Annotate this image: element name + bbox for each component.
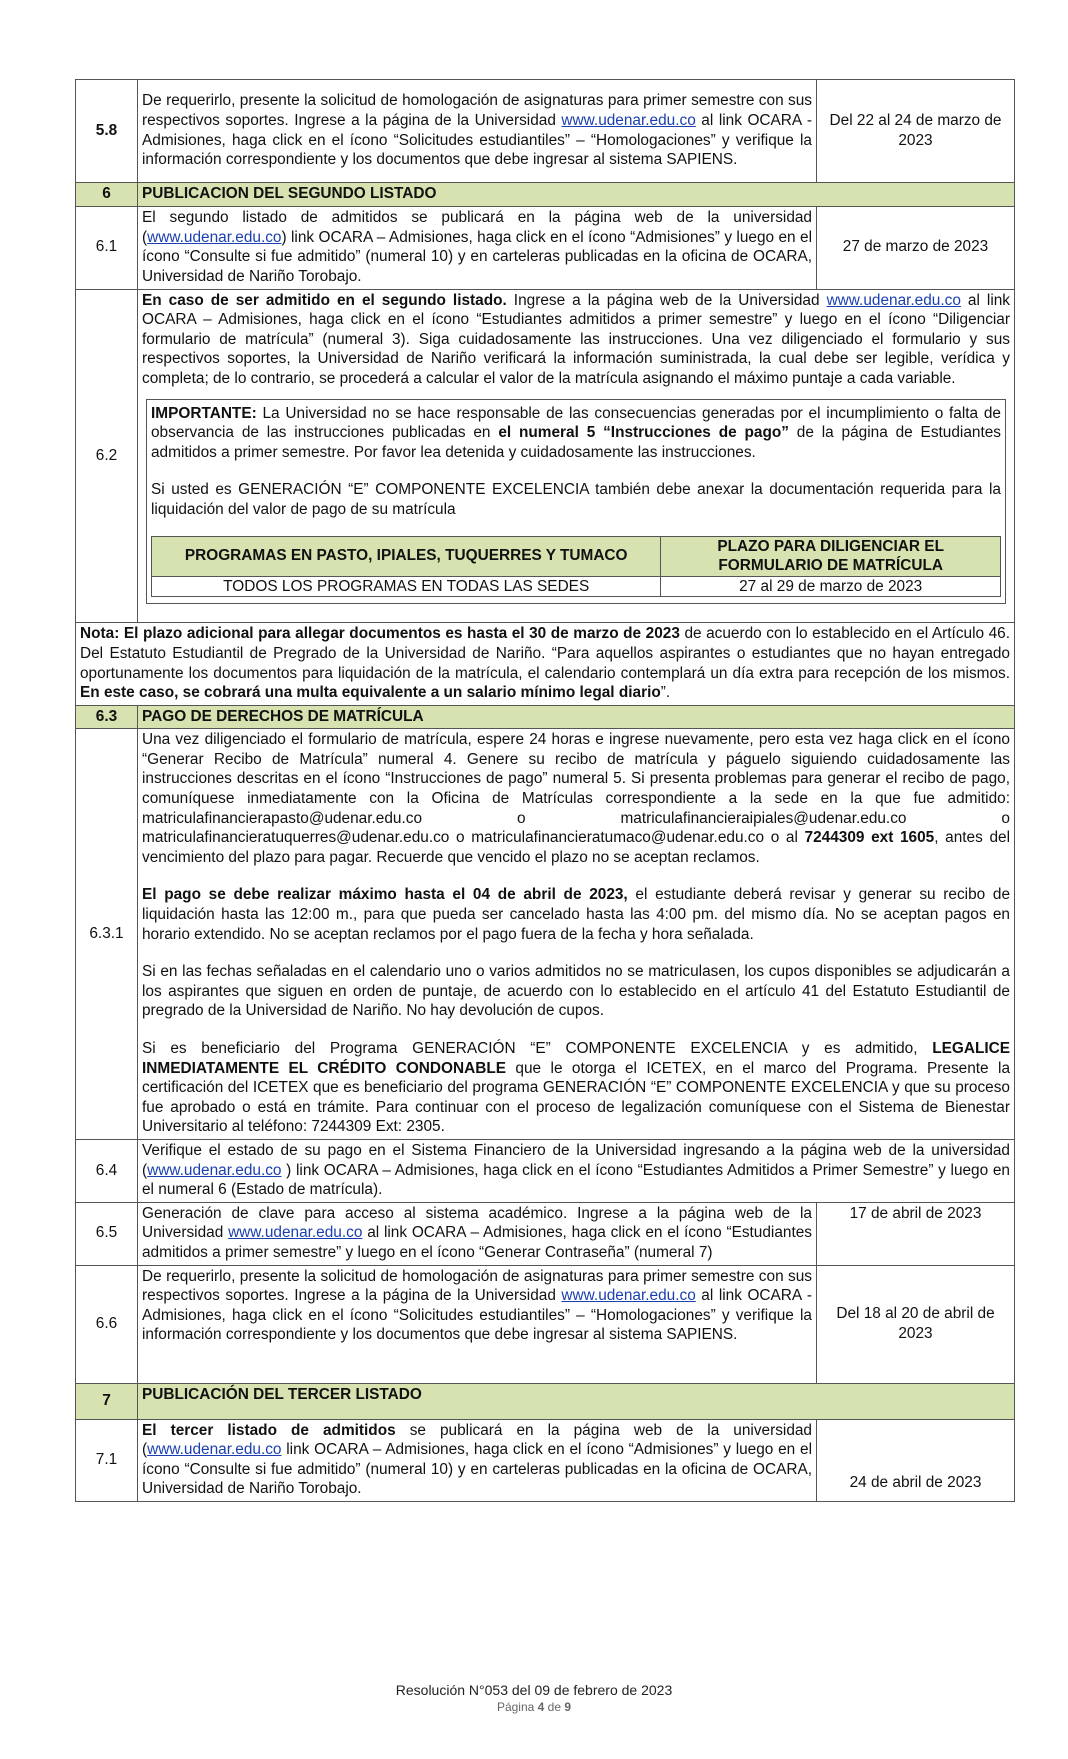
- table-row: [76, 1202, 1015, 1265]
- table-row: [76, 729, 1015, 1140]
- row-text: [138, 80, 817, 183]
- row-text: [138, 729, 1015, 1140]
- udenar-link[interactable]: www.udenar.edu.co: [147, 1161, 282, 1179]
- page-label: Página: [496, 1700, 538, 1714]
- text-segment: El segundo listado de admitidos se publicará en la página web de la universidad (: [142, 208, 812, 246]
- row-number: 6.4: [76, 1139, 138, 1202]
- text-segment: Si es beneficiario del Programa GENERACIÓN “E” COMPONENTE EXCELENCIA y es admitido,: [142, 1040, 933, 1057]
- text-segment: ”.: [660, 684, 671, 702]
- text-segment: Una vez diligenciado el formulario de matrícula, espere 24 horas e ingrese nuevamente, pero esta vez haga click en el ícono “Generar Recibo de Matrícula” numeral 4. Genere su recibo de matrícula y páguelo siguiendo cuidadosamente las instrucciones descritas en el ícono “Instrucciones de pago” numeral 5. Si presenta problemas para generar el recibo de pago, comuníquese inmediatamente con la Oficina de Matrículas correspondiente a la sede en la que fue admitido: matriculafinancierapasto@udenar.edu.co o matriculafinancieraipiales@udenar.edu.co o matriculafinancieratuquerres@udenar.edu.co o matriculafinancieratumaco@udenar.edu.co o al: [142, 731, 1010, 847]
- text-bold: En este caso, se cobrará una multa equivalente a un salario mínimo legal diario: [80, 684, 661, 702]
- text-segment: al link OCARA – Admisiones, haga click en el ícono “Estudiantes admitidos a primer semestre” y luego en el ícono “Generar Contraseña” (numeral 7): [142, 1224, 812, 1261]
- text-segment: de la página de Estudiantes admitidos a primer semestre. Por favor lea detenida y cuidadosamente las instrucciones.: [151, 424, 1001, 461]
- text-segment: Verifique el estado de su pago en el Sistema Financiero de la Universidad ingresando a la página web de la universidad (: [142, 1141, 1010, 1179]
- document-sheet: [75, 79, 1015, 1502]
- udenar-link[interactable]: www.udenar.edu.co: [228, 1224, 363, 1242]
- section-title: PUBLICACION DEL SEGUNDO LISTADO: [138, 183, 1015, 207]
- spacer: [142, 867, 1010, 885]
- text-bold: LEGALICE INMEDIATAMENTE EL CRÉDITO CONDONABLE: [142, 1040, 1010, 1077]
- section-header-row: [76, 1383, 1015, 1419]
- inner-header-cell: PLAZO PARA DILIGENCIAR EL FORMULARIO DE MATRÍCULA: [661, 536, 1001, 576]
- row-number: 5.8: [76, 80, 138, 183]
- row-number: 6.1: [76, 206, 138, 289]
- important-notice-box: [146, 399, 1006, 605]
- row-date: Del 22 al 24 de marzo de 2023: [817, 80, 1015, 183]
- text-segment: se publicará en la página web de la universidad (: [142, 1421, 812, 1459]
- table-row: [76, 1265, 1015, 1383]
- row-date: 17 de abril de 2023: [817, 1202, 1015, 1265]
- row-text: [138, 1265, 817, 1383]
- text-bold: IMPORTANTE:: [151, 404, 257, 422]
- text-segment: al link OCARA – Admisiones, haga click en el ícono “Estudiantes admitidos a primer semestre” y luego en el ícono “Diligenciar formulario de matrícula” (numeral 3). Siga cuidadosamente las instrucciones. Una vez diligenciado el formulario y sus respectivos soportes, la Universidad de Nariño verificará la información suministrada, la cual debe ser legible, verídica y completa; de lo contrario, se procederá a calcular el valor de la matrícula asignando el máximo puntaje a cada variable.: [142, 291, 1010, 387]
- text-bold: En caso de ser admitido en el segundo listado.: [142, 291, 507, 309]
- text-segment: De requerirlo, presente la solicitud de homologación de asignaturas para primer semestre con sus respectivos soportes. Ingrese a la página de la Universidad: [142, 92, 812, 129]
- text-segment: link OCARA – Admisiones, haga click en el ícono “Admisiones” y luego en el ícono “Consulte si fue admitido” (numeral 10) y en carteleras publicadas en la oficina de OCARA, Universidad de Nariño Torobajo.: [142, 1441, 812, 1498]
- text-segment: al link OCARA - Admisiones, haga click en el ícono “Solicitudes estudiantiles” – “Homologaciones” y verifique la información correspondiente y los documentos que debe ingresar al sistema SAPIENS.: [142, 1287, 812, 1344]
- footer-resolution: Resolución N°053 del 09 de febrero de 2023: [395, 1682, 673, 1698]
- section-header-row: [76, 183, 1015, 207]
- udenar-link[interactable]: www.udenar.edu.co: [561, 1287, 696, 1305]
- section-header-row: [76, 705, 1015, 729]
- section-title: PAGO DE DERECHOS DE MATRÍCULA: [138, 705, 1015, 729]
- text-bold: El tercer listado de admitidos: [142, 1421, 396, 1439]
- row-number: 7.1: [76, 1419, 138, 1501]
- text-segment: Generación de clave para acceso al sistema académico. Ingrese a la página web de la Universidad: [142, 1204, 812, 1242]
- row-text: [138, 206, 817, 289]
- table-row: [76, 289, 1015, 623]
- spacer: [142, 944, 1010, 962]
- row-number: 6.5: [76, 1202, 138, 1265]
- row-text: [138, 289, 1015, 623]
- paragraph: [151, 404, 1001, 463]
- udenar-link[interactable]: www.udenar.edu.co: [147, 228, 282, 246]
- row-number: 6.2: [76, 289, 138, 623]
- row-text: [138, 1139, 1015, 1202]
- note-row: [76, 623, 1015, 705]
- paragraph: [142, 1039, 1010, 1137]
- note-text: [76, 623, 1015, 705]
- section-title: PUBLICACIÓN DEL TERCER LISTADO: [138, 1383, 1015, 1419]
- page-of: de: [544, 1700, 565, 1714]
- calendar-table: [75, 79, 1015, 1502]
- text-bold: 7244309 ext 1605: [804, 829, 935, 847]
- text-bold: el numeral 5 “Instrucciones de pago”: [498, 424, 789, 442]
- paragraph: Si usted es GENERACIÓN “E” COMPONENTE EXCELENCIA también debe anexar la documentación requerida para la liquidación del valor de pago de su matrícula: [151, 481, 1001, 518]
- page-current: 4: [537, 1700, 545, 1714]
- paragraph: Si en las fechas señaladas en el calendario uno o varios admitidos no se matriculasen, los cupos disponibles se adjudicarán a los aspirantes que siguen en orden de puntaje, de acuerdo con lo establecido en el artículo 41 del Estatuto Estudiantil de pregrado de la Universidad de Nariño. No hay devolución de cupos.: [142, 963, 1010, 1020]
- udenar-link[interactable]: www.udenar.edu.co: [147, 1441, 282, 1459]
- text-segment: que le otorga el ICETEX, en el marco del Programa. Presente la certificación del ICETEX que es beneficiario del programa GENERACIÓN “E” COMPONENTE EXCELENCIA y que su proceso fue aprobado o está en trámite. Para continuar con el proceso de legalización comuníquese con el Sistema de Bienestar Universitario al teléfono: 7244309 Ext: 2305.: [142, 1059, 1011, 1136]
- footer-page-number: [0, 1700, 1068, 1714]
- inner-header-cell: PROGRAMAS EN PASTO, IPIALES, TUQUERRES Y TUMACO: [152, 536, 661, 576]
- text-segment: Ingrese a la página web de la Universidad: [506, 291, 827, 309]
- text-segment: La Universidad no se hace responsable de las consecuencias generadas por el incumplimiento o falta de observancia de las instrucciones publicadas en: [151, 404, 1001, 442]
- text-segment: De requerirlo, presente la solicitud de homologación de asignaturas para primer semestre con sus respectivos soportes. Ingrese a la página de la Universidad: [142, 1267, 812, 1305]
- page-total: 9: [564, 1700, 572, 1714]
- row-number: 6.3.1: [76, 729, 138, 1140]
- text-segment: el estudiante deberá revisar y generar su recibo de liquidación hasta las 12:00 m., para que pueda ser cancelado hasta las 4:00 pm. del mismo día. No se aceptan pagos en horario extendido. No se aceptan reclamos por el pago fuera de la fecha y hora señalada.: [142, 886, 1011, 943]
- text-segment: , antes del vencimiento del plazo para pagar. Recuerde que vencido el plazo no se aceptan reclamos.: [142, 829, 1010, 866]
- paragraph: [142, 885, 1010, 944]
- row-text: [138, 1419, 817, 1501]
- text-segment: de acuerdo con lo establecido en el Artículo 46. Del Estatuto Estudiantil de Pregrado de la Universidad de Nariño. “Para aquellos aspirantes o estudiantes que no hayan entregado oportunamente los documentos para liquidación de la matrícula, el calendario contemplará un día extra para recepción de los mismos.: [80, 625, 1010, 682]
- section-number: 7: [76, 1383, 138, 1419]
- text-bold: Nota: El plazo adicional para allegar documentos es hasta el 30 de marzo de 2023: [80, 625, 680, 643]
- text-segment: al link OCARA - Admisiones, haga click en el ícono “Solicitudes estudiantiles” – “Homologaciones” y verifique la información correspondiente y los documentos que debe ingresar al sistema SAPIENS.: [142, 111, 812, 169]
- spacer: [142, 1021, 1010, 1039]
- row-date: Del 18 al 20 de abril de 2023: [817, 1265, 1015, 1383]
- udenar-link[interactable]: www.udenar.edu.co: [561, 111, 696, 129]
- paragraph: [142, 291, 1010, 389]
- text-bold: El pago se debe realizar máximo hasta el 04 de abril de 2023,: [142, 886, 628, 904]
- row-date: 27 de marzo de 2023: [817, 206, 1015, 289]
- row-text: [138, 1202, 817, 1265]
- row-number: 6.6: [76, 1265, 138, 1383]
- row-date: 24 de abril de 2023: [817, 1419, 1015, 1501]
- text-segment: ) link OCARA – Admisiones, haga click en el ícono “Estudiantes Admitidos a Primer Semestre” y luego en el numeral 6 (Estado de matrícula).: [142, 1161, 1010, 1199]
- table-row: [76, 80, 1015, 183]
- paragraph: [142, 730, 1010, 867]
- table-row: [76, 1139, 1015, 1202]
- spacer: [151, 462, 1001, 480]
- table-row: [76, 1419, 1015, 1501]
- table-row: [76, 206, 1015, 289]
- inner-row: [152, 576, 1001, 597]
- inner-cell: TODOS LOS PROGRAMAS EN TODAS LAS SEDES: [152, 576, 661, 597]
- inner-cell: 27 al 29 de marzo de 2023: [661, 576, 1001, 597]
- text-segment: ) link OCARA – Admisiones, haga click en el ícono “Admisiones” y luego en el ícono “Consulte si fue admitido” (numeral 10) y en carteleras publicadas en la oficina de OCARA, Universidad de Nariño Torobajo.: [142, 228, 812, 285]
- deadline-table: [151, 536, 1001, 598]
- inner-header-row: [152, 536, 1001, 576]
- section-number: 6: [76, 183, 138, 207]
- udenar-link[interactable]: www.udenar.edu.co: [826, 291, 961, 309]
- section-number: 6.3: [76, 705, 138, 729]
